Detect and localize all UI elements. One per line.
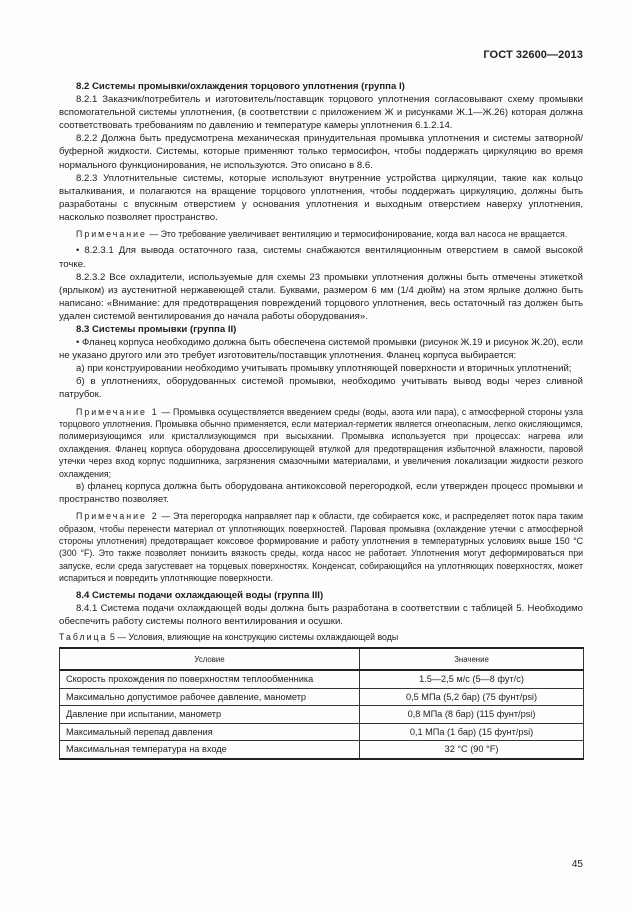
table-cell-value: 0,5 МПа (5,2 бар) (75 фунт/psi) bbox=[360, 688, 584, 706]
conditions-table bbox=[59, 647, 584, 760]
document-header: ГОСТ 32600—2013 bbox=[483, 49, 583, 61]
table-cell-condition: Максимальный перепад давления bbox=[60, 723, 360, 741]
paragraph-8-2-2: 8.2.2 Должна быть предусмотрена механическая принудительная промывка уплотнения и системы затворной/буферной жидкости. Системы, которые применяют только термосифон, чтобы поддержать циркуляцию во время нормального функционирования, не используются. Это описано в 8.6. bbox=[59, 133, 583, 171]
table-cell-condition: Максимальная температура на входе bbox=[60, 741, 360, 759]
paragraph-8-2-3-2: 8.2.3.2 Все охладители, используемые для схемы 23 промывки уплотнения должны быть отмечены этикеткой (ярлыком) из аустенитной нержавеющей стали. Буквами, размером 6 мм (1/4 дюйм) на этом ярлыке должно быть написано: «Внимание: для предотвращения повреждений торцового уплотнения, весь остаточный газ должен быть удален системой вентилирования до начала работы оборудования». bbox=[59, 271, 583, 322]
table-cell-condition: Скорость прохождения по поверхностям теплообменника bbox=[60, 670, 360, 688]
table-cell-condition: Давление при испытании, манометр bbox=[60, 706, 360, 724]
table-caption bbox=[59, 631, 583, 643]
note-2-text: — Эта перегородка направляет пар к области, где собирается кокс, и распределяет поток пара таким образом, чтобы перенести материал от уплотняющих поверхностей. Паровая промывка (охлаждение утечки с атмосферной стороны уплотнения) предотвращает коксовое формирование и работу уплотнения в температурных условиях выше 150 °C (300 °F). Это также позволяет понизить вязкость среды, когда насос не работает. Уплотнения могут деформироваться при запуске, если среда загустевает на торцевых поверхностях. Конденсат, собирающийся на уплотняющих поверхностях, может испариться и повредить уплотняющие поверхности. bbox=[59, 511, 583, 584]
paragraph-8-4-1: 8.4.1 Система подачи охлаждающей воды должна быть разработана в соответствии с таблицей 5. Необходимо обеспечить работу системы полного вентилирования и осушки. bbox=[59, 602, 583, 627]
paragraph-8-2-1: 8.2.1 Заказчик/потребитель и изготовитель/поставщик торцового уплотнения согласовывают схему промывки вспомогательной системы уплотнения, (в соответствии с приложением Ж и рисунками Ж.1—Ж.26) которая должна соответствовать требованиям по давлению и температуре камеры уплотнения 6.1.2.14. bbox=[59, 94, 583, 132]
note-1 bbox=[59, 406, 583, 480]
note-2 bbox=[59, 510, 583, 584]
table-row bbox=[60, 688, 584, 706]
table-cell-condition: Максимально допустимое рабочее давление, манометр bbox=[60, 688, 360, 706]
note-8-2-3 bbox=[59, 228, 583, 240]
note-2-label: Примечание 2 bbox=[76, 511, 159, 522]
table-cell-value: 32 °C (90 °F) bbox=[360, 741, 584, 759]
table-caption-text: 5 — Условия, влияющие на конструкцию системы охлаждающей воды bbox=[107, 631, 399, 642]
table-header-condition: Условие bbox=[60, 648, 360, 670]
page-number: 45 bbox=[571, 859, 583, 870]
note-label: Примечание bbox=[76, 229, 147, 240]
paragraph-8-3-v: в) фланец корпуса должна быть оборудована антикоксовой перегородкой, если утвержден процесс промывки и пространство позволяет. bbox=[59, 481, 583, 506]
table-cell-value: 0,1 МПа (1 бар) (15 фунт/psi) bbox=[360, 723, 584, 741]
table-row bbox=[60, 741, 584, 759]
table-row bbox=[60, 706, 584, 724]
table-cell-value: 1.5—2,5 м/с (5—8 фут/с) bbox=[360, 670, 584, 688]
paragraph-8-2-3-1: • 8.2.3.1 Для вывода остаточного газа, системы снабжаются вентиляционным отверстием в самой высокой точке. bbox=[59, 245, 583, 270]
paragraph-8-3-intro: • Фланец корпуса необходимо должна быть обеспечена системой промывки (рисунок Ж.19 и рисунок Ж.20), если не указано другого или это требует изготовитель/поставщик уплотнения. Фланец корпуса выбирается: bbox=[59, 337, 583, 362]
note-1-text: — Промывка осуществляется введением среды (воды, азота или пара), с атмосферной стороны узла торцового уплотнения. Промывка обычно применяется, если материал-герметик является огнеопасным, легко окисляющимся, полимеризующимся или кристаллизующимся при высыхании. Промывка используется при процессах: нагрева или охлаждения. Фланец корпуса оборудована дросселирующей втулкой для предотвращения избыточной влажности, паровой утечки через вход корпус подшипника, загрязнения смазочными материалами, и увеличения локализации жидкости резкого охлаждения; bbox=[59, 406, 583, 479]
note-text: — Это требование увеличивает вентиляцию и термосифонирование, когда вал насоса не вращается. bbox=[146, 229, 568, 240]
paragraph-8-3-b: б) в уплотнениях, оборудованных системой промывки, необходимо учитывать вывод воды через сливной патрубок. bbox=[59, 376, 583, 401]
paragraph-8-2-3: 8.2.3 Уплотнительные системы, которые используют внутренние устройства циркуляции, такие как кольцо выталкивания, и полагаются на вращение торцового уплотнения, чтобы поддержать циркуляцию, должны быть разработаны с впускным отверстием у основания уплотнения и выходным отверстием наверху уплотнения, насколько позволяет пространство. bbox=[59, 172, 583, 223]
section-8-3-heading: 8.3 Системы промывки (группа II) bbox=[76, 324, 237, 335]
note-1-label: Примечание 1 bbox=[76, 406, 159, 417]
table-caption-label: Таблица bbox=[59, 631, 108, 642]
table-row bbox=[60, 670, 584, 688]
table-header-value: Значение bbox=[360, 648, 584, 670]
table-header-row bbox=[60, 648, 584, 670]
table-cell-value: 0,8 МПа (8 бар) (115 фунт/psi) bbox=[360, 706, 584, 724]
page-content bbox=[59, 80, 583, 760]
section-8-4-heading: 8.4 Системы подачи охлаждающей воды (группа III) bbox=[76, 589, 324, 601]
section-8-2-heading: 8.2 Системы промывки/охлаждения торцового уплотнения (группа I) bbox=[76, 81, 405, 92]
table-row bbox=[60, 723, 584, 741]
paragraph-8-3-a: а) при конструировании необходимо учитывать промывку уплотняющей поверхности и вторичных уплотнений; bbox=[76, 363, 572, 375]
